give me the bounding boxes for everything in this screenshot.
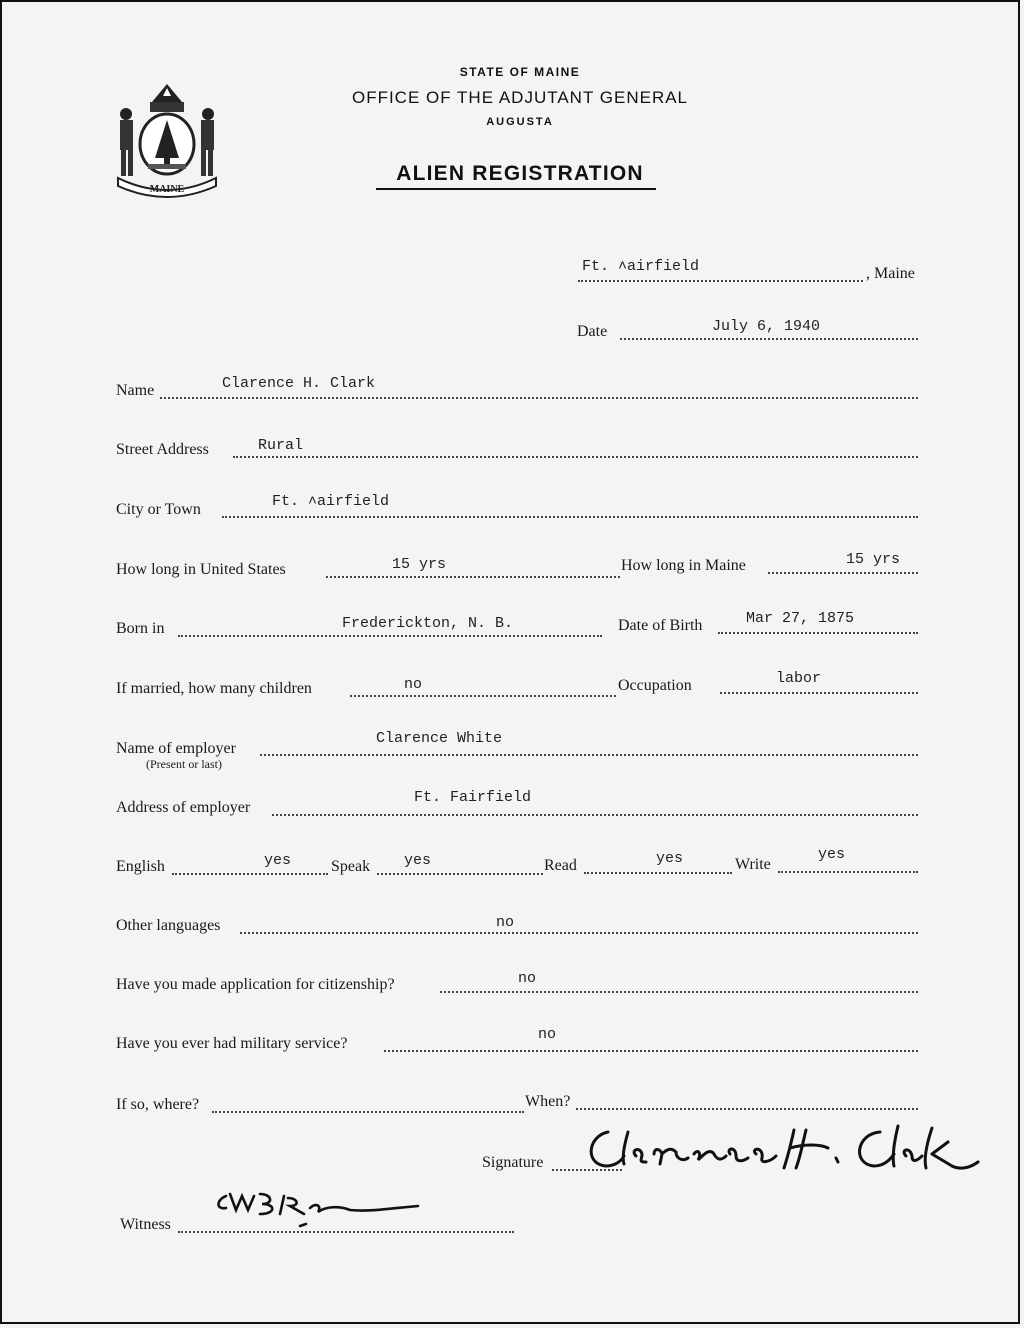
place-suffix: , Maine (866, 265, 915, 282)
military-line (384, 1050, 918, 1052)
english-label: English (116, 858, 165, 875)
other-languages-line (240, 932, 918, 934)
write-label: Write (735, 856, 771, 873)
street-line (233, 456, 918, 458)
read-line (584, 872, 732, 874)
other-languages-label: Other languages (116, 917, 221, 934)
employer-address-label: Address of employer (116, 799, 251, 816)
speak-label: Speak (331, 858, 371, 875)
speak-line (377, 873, 543, 875)
dob-label: Date of Birth (618, 617, 703, 634)
children-value[interactable]: no (404, 676, 423, 693)
when-line[interactable] (576, 1108, 918, 1110)
witness-label: Witness (120, 1216, 171, 1233)
occupation-line (720, 692, 918, 694)
city-value[interactable]: Ft. ˄airfield (272, 493, 390, 510)
maine-duration-line (768, 572, 918, 574)
born-label: Born in (116, 620, 165, 637)
date-value[interactable]: July 6, 1940 (712, 318, 821, 335)
other-languages-value[interactable]: no (496, 914, 515, 931)
born-line (178, 635, 602, 637)
signature-label: Signature (482, 1154, 544, 1171)
city-heading: AUGUSTA (486, 116, 554, 128)
when-label: When? (525, 1093, 571, 1110)
read-value[interactable]: yes (656, 850, 684, 867)
citizenship-label: Have you made application for citizenship? (116, 976, 395, 993)
read-label: Read (544, 857, 577, 874)
dob-line (718, 632, 918, 634)
employer-value[interactable]: Clarence White (376, 730, 503, 747)
name-label: Name (116, 382, 155, 399)
speak-value[interactable]: yes (404, 852, 432, 869)
employer-address-line (272, 814, 918, 816)
city-line (222, 516, 918, 518)
name-line (160, 397, 918, 399)
street-label: Street Address (116, 441, 209, 458)
occupation-label: Occupation (618, 677, 692, 694)
maine-duration-value[interactable]: 15 yrs (846, 551, 901, 568)
witness-signature (210, 1186, 430, 1232)
where-line[interactable] (212, 1111, 524, 1113)
maine-duration-label: How long in Maine (621, 557, 746, 574)
children-line (350, 695, 616, 697)
seal-banner-text: MAINE (149, 184, 185, 195)
office-heading: OFFICE OF THE ADJUTANT GENERAL (351, 88, 689, 107)
employer-sublabel: (Present or last) (146, 757, 222, 771)
us-duration-line (326, 576, 620, 578)
date-label: Date (577, 323, 608, 340)
citizenship-value[interactable]: no (518, 970, 537, 987)
employer-address-value[interactable]: Ft. Fairfield (414, 789, 532, 806)
handwritten-signature (580, 1118, 1000, 1180)
occupation-value[interactable]: labor (776, 670, 822, 687)
state-heading: STATE OF MAINE (459, 65, 581, 79)
date-line (620, 338, 918, 340)
place-value[interactable]: Ft. ˄airfield (582, 258, 700, 275)
name-value[interactable]: Clarence H. Clark (222, 375, 376, 392)
us-duration-value[interactable]: 15 yrs (392, 556, 447, 573)
english-value[interactable]: yes (264, 852, 292, 869)
city-label: City or Town (116, 501, 201, 518)
employer-label: Name of employer (116, 740, 236, 757)
born-value[interactable]: Frederickton, N. B. (342, 615, 514, 632)
citizenship-line (440, 991, 918, 993)
children-label: If married, how many children (116, 680, 312, 697)
write-value[interactable]: yes (818, 846, 846, 863)
place-line (578, 280, 863, 282)
title-underline (376, 188, 656, 190)
employer-line (260, 754, 918, 756)
form-title: ALIEN REGISTRATION (396, 162, 644, 185)
street-value[interactable]: Rural (258, 437, 304, 454)
military-label: Have you ever had military service? (116, 1035, 348, 1052)
where-label: If so, where? (116, 1096, 200, 1113)
military-value[interactable]: no (538, 1026, 557, 1043)
english-line (172, 873, 328, 875)
dob-value[interactable]: Mar 27, 1875 (746, 610, 855, 627)
us-duration-label: How long in United States (116, 561, 286, 578)
write-line (778, 871, 918, 873)
